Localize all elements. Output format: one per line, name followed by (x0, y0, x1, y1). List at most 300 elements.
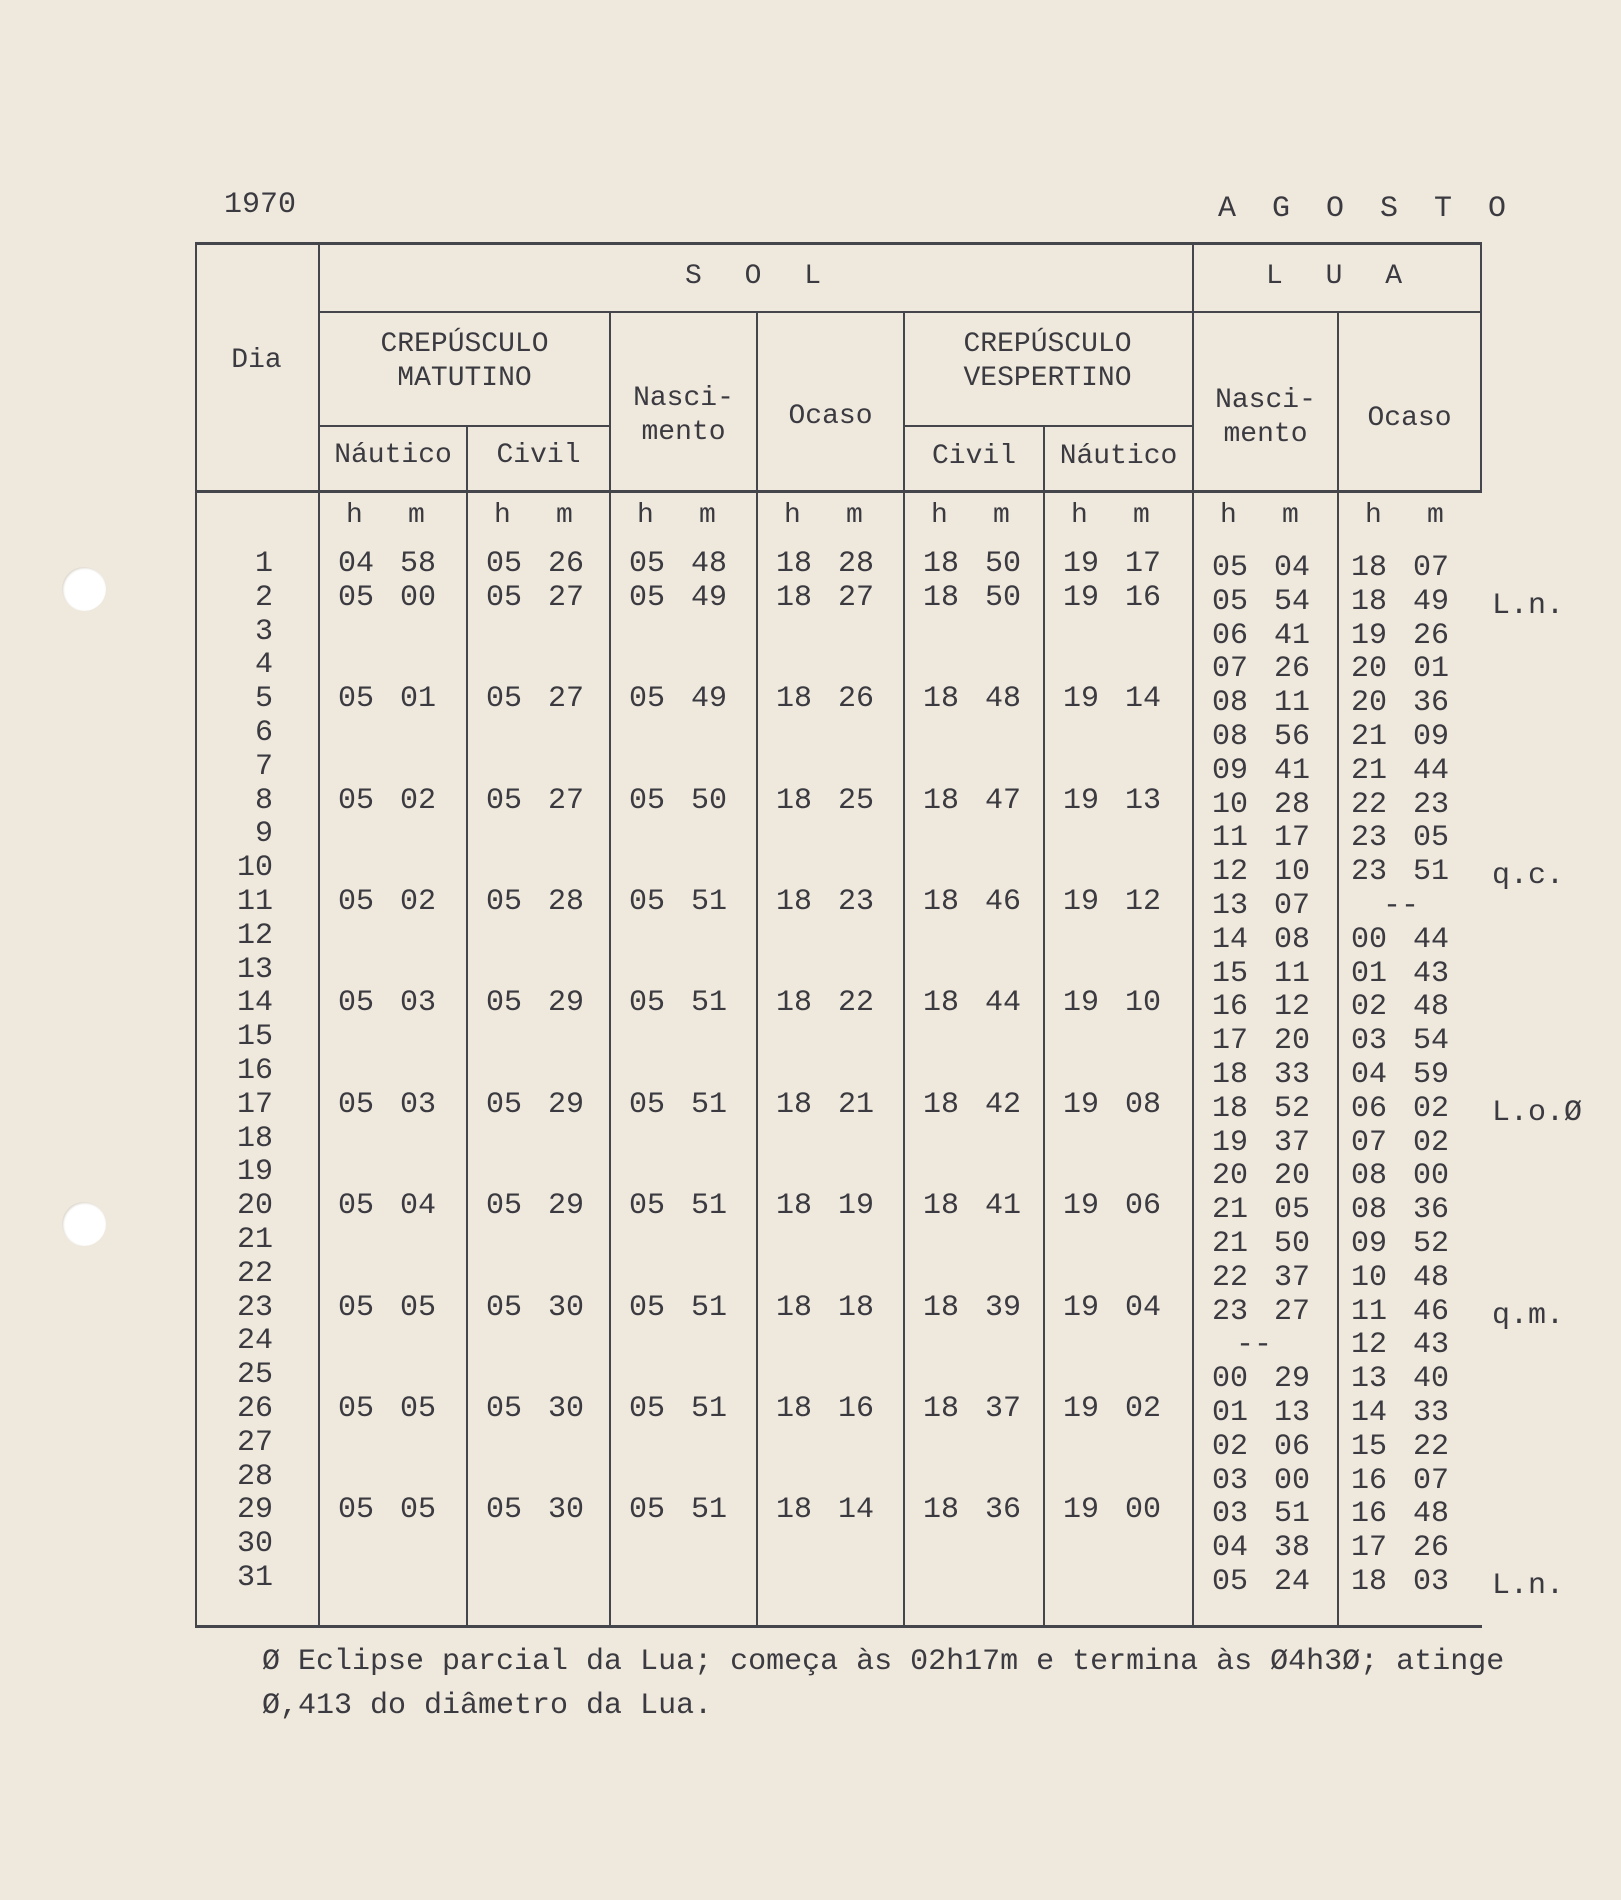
col-line (609, 311, 611, 1627)
sol-value-h: 19 (1063, 1392, 1100, 1426)
almanac-table (195, 242, 1583, 1627)
unit-m-label: m (699, 500, 716, 531)
lua-ocaso-h: 16 (1351, 1497, 1388, 1532)
sol-value-h: 05 (486, 783, 523, 818)
lua-ocaso-m: 36 (1413, 686, 1450, 721)
moon-phase-note: q.c. (1492, 859, 1565, 894)
sol-value-h: 05 (338, 1087, 375, 1122)
lua-nascimento-h: 02 (1212, 1429, 1249, 1464)
header-rule-crep-vesp (903, 425, 1192, 427)
day-number: 10 (236, 851, 273, 886)
col-line (466, 425, 468, 1627)
sol-value-h: 19 (1063, 783, 1100, 818)
sol-value-m: 13 (1125, 783, 1162, 818)
sol-value-h: 19 (1063, 682, 1100, 717)
lua-ocaso-m: 51 (1413, 855, 1450, 890)
sol-value-m: 58 (400, 547, 437, 581)
lua-ocaso-m: 02 (1413, 1125, 1450, 1160)
month-label: A G O S T O (1218, 192, 1511, 226)
sol-value-m: 37 (985, 1392, 1022, 1426)
lua-ocaso-h: 01 (1351, 956, 1388, 991)
sol-value-m: 30 (548, 1493, 585, 1528)
header-lua-nascimento (1194, 384, 1337, 452)
lua-nascimento-h: 20 (1212, 1159, 1249, 1194)
lua-nascimento-m: 37 (1274, 1125, 1311, 1160)
sol-value-m: 17 (1125, 547, 1162, 581)
lua-ocaso-h: 21 (1351, 753, 1388, 788)
sol-value-m: 21 (838, 1087, 875, 1122)
lua-ocaso-h: 20 (1351, 686, 1388, 721)
sol-value-h: 05 (629, 1493, 666, 1528)
day-number: 19 (236, 1155, 273, 1190)
lua-ocaso-m: 44 (1413, 753, 1450, 788)
sol-value-h: 18 (923, 783, 960, 818)
header-nautico-vesp: Náutico (1059, 441, 1178, 472)
sol-value-h: 18 (776, 547, 813, 581)
unit-m-label: m (1133, 500, 1150, 531)
lua-nascimento-m: 11 (1274, 686, 1311, 721)
lua-ocaso-h: 23 (1351, 855, 1388, 890)
lua-nascimento-m: 54 (1274, 584, 1311, 619)
unit-m-label: m (993, 500, 1010, 531)
sol-value-h: 05 (338, 986, 375, 1021)
lua-nascimento-h: 09 (1212, 753, 1249, 788)
lua-ocaso-h: 18 (1351, 1565, 1388, 1599)
sol-value-m: 49 (691, 580, 728, 615)
lua-nascimento-h: 12 (1212, 855, 1249, 890)
sol-value-h: 05 (629, 1189, 666, 1224)
day-number: 26 (236, 1392, 273, 1426)
header-nautico-mat: Náutico (334, 440, 452, 471)
lua-ocaso-h: 15 (1351, 1429, 1388, 1464)
day-number: 22 (236, 1256, 273, 1291)
sol-value-h: 18 (776, 986, 813, 1021)
header-dia: Dia (231, 345, 282, 376)
lua-ocaso-h: 07 (1351, 1125, 1388, 1160)
sol-value-m: 29 (548, 1087, 585, 1122)
lua-nascimento-m: 17 (1274, 821, 1311, 856)
sol-value-m: 19 (838, 1189, 875, 1224)
lua-nascimento-h: 18 (1212, 1058, 1249, 1092)
sol-value-m: 05 (400, 1290, 437, 1325)
sol-value-m: 30 (548, 1290, 585, 1325)
unit-h-label: h (346, 500, 363, 531)
sol-value-m: 50 (985, 580, 1022, 615)
lua-ocaso-m: 22 (1413, 1429, 1450, 1464)
sol-value-h: 05 (629, 580, 666, 615)
sol-value-h: 18 (923, 1087, 960, 1122)
header-crepusculo-matutino (320, 328, 609, 396)
sol-value-h: 05 (486, 986, 523, 1021)
lua-nascimento-m: 29 (1274, 1362, 1311, 1397)
sol-value-h: 18 (923, 986, 960, 1021)
lua-ocaso-h: 19 (1351, 618, 1388, 653)
sol-value-m: 51 (691, 1493, 728, 1528)
day-number: 4 (254, 648, 273, 683)
day-number: 16 (236, 1054, 273, 1088)
lua-nascimento-m: 06 (1274, 1429, 1311, 1464)
sol-value-m: 10 (1125, 986, 1162, 1021)
sol-value-m: 25 (838, 783, 875, 818)
lua-nascimento-h: 04 (1212, 1531, 1249, 1566)
lua-ocaso-m: 48 (1413, 1260, 1450, 1295)
header-rule-bottom (195, 490, 1482, 493)
sol-value-m: 51 (691, 1087, 728, 1122)
sol-value-m: 51 (691, 885, 728, 919)
day-number: 12 (236, 918, 273, 953)
lua-nascimento-h: 03 (1212, 1497, 1249, 1532)
sol-value-m: 51 (691, 1392, 728, 1426)
day-number: 6 (254, 716, 273, 750)
lua-nascimento-m: 20 (1274, 1159, 1311, 1194)
lua-nascimento-m: 41 (1274, 618, 1311, 653)
lua-ocaso-m: 01 (1413, 652, 1450, 687)
moon-phase-note: L.n. (1492, 588, 1565, 623)
lua-nascimento-m: 37 (1274, 1260, 1311, 1295)
sol-value-h: 05 (629, 783, 666, 818)
sol-value-m: 06 (1125, 1189, 1162, 1224)
punch-hole (62, 567, 106, 611)
sol-value-h: 19 (1063, 580, 1100, 615)
header-lua-nasc-line1: Nasci- (1215, 385, 1316, 416)
sol-value-h: 19 (1063, 885, 1100, 919)
unit-m-label: m (556, 500, 573, 531)
day-number: 7 (254, 749, 273, 784)
sol-value-h: 05 (338, 580, 375, 615)
sol-value-h: 19 (1063, 1189, 1100, 1224)
lua-ocaso-m: 02 (1413, 1091, 1450, 1126)
sol-value-m: 08 (1125, 1087, 1162, 1122)
lua-ocaso-h: 21 (1351, 720, 1388, 754)
sol-value-m: 02 (400, 885, 437, 919)
header-sol-nasc-line1: Nasci- (633, 383, 734, 414)
sol-value-h: 05 (486, 885, 523, 919)
sol-value-h: 05 (486, 1087, 523, 1122)
lua-ocaso-m: 40 (1413, 1362, 1450, 1397)
lua-nascimento-h: 14 (1212, 922, 1249, 957)
sol-value-h: 18 (923, 885, 960, 919)
lua-ocaso-h: 12 (1351, 1328, 1388, 1363)
sol-value-m: 42 (985, 1087, 1022, 1122)
sol-value-m: 26 (838, 682, 875, 717)
day-number: 21 (236, 1223, 273, 1257)
sol-value-h: 18 (923, 580, 960, 615)
sol-value-m: 23 (838, 885, 875, 919)
lua-nascimento-m: 10 (1274, 855, 1311, 890)
lua-nascimento-h: 05 (1212, 551, 1249, 585)
unit-h-label: h (494, 500, 511, 531)
year-label: 1970 (224, 188, 297, 222)
lua-nascimento-m: 38 (1274, 1531, 1311, 1566)
sol-value-h: 18 (776, 1392, 813, 1426)
sol-value-h: 05 (338, 682, 375, 717)
col-line (903, 311, 905, 1627)
footnote-line-2: Ø,413 do diâmetro da Lua. (262, 1689, 713, 1723)
day-number: 8 (254, 783, 273, 818)
sol-value-m: 22 (838, 986, 875, 1021)
sol-value-h: 05 (486, 1189, 523, 1224)
lua-ocaso-h: 04 (1351, 1058, 1388, 1092)
lua-nascimento-h: 13 (1212, 889, 1249, 923)
sol-value-h: 18 (776, 783, 813, 818)
header-sol-ocaso: Ocaso (788, 401, 873, 432)
unit-h-label: h (1220, 500, 1237, 531)
sol-value-m: 03 (400, 986, 437, 1021)
lua-ocaso-m: 07 (1413, 1463, 1450, 1498)
sol-value-h: 18 (923, 547, 960, 581)
lua-nascimento-m: 00 (1274, 1463, 1311, 1498)
sol-value-h: 19 (1063, 1290, 1100, 1325)
lua-nascimento-h: 08 (1212, 720, 1249, 754)
day-number: 30 (236, 1527, 273, 1562)
lua-ocaso-m: 09 (1413, 720, 1450, 754)
header-crep-mat-line1: CREPÚSCULO (380, 329, 549, 360)
lua-nascimento-none: -- (1236, 1328, 1273, 1363)
lua-nascimento-m: 56 (1274, 720, 1311, 754)
lua-nascimento-m: 50 (1274, 1227, 1311, 1261)
table-border-right (1480, 242, 1482, 492)
lua-nascimento-m: 26 (1274, 652, 1311, 687)
sol-value-m: 04 (1125, 1290, 1162, 1325)
sol-value-m: 49 (691, 682, 728, 717)
sol-value-m: 04 (400, 1189, 437, 1224)
sol-value-h: 18 (923, 1493, 960, 1528)
lua-ocaso-h: 16 (1351, 1463, 1388, 1498)
lua-ocaso-h: 22 (1351, 787, 1388, 822)
footnote (262, 1640, 1562, 1728)
lua-nascimento-h: 21 (1212, 1193, 1249, 1228)
header-sol-nascimento (611, 382, 756, 450)
moon-phase-note: L.o.Ø (1492, 1095, 1583, 1130)
sol-value-h: 18 (776, 1493, 813, 1528)
sol-value-h: 05 (629, 1392, 666, 1426)
sol-value-m: 39 (985, 1290, 1022, 1325)
lua-nascimento-h: 16 (1212, 990, 1249, 1025)
sol-value-m: 00 (400, 580, 437, 615)
sol-value-m: 30 (548, 1392, 585, 1426)
sol-value-m: 29 (548, 1189, 585, 1224)
lua-ocaso-m: 48 (1413, 990, 1450, 1025)
day-number: 1 (254, 547, 273, 581)
sol-value-h: 05 (338, 1290, 375, 1325)
lua-ocaso-m: 33 (1413, 1396, 1450, 1430)
header-rule-sol-lua (320, 311, 1482, 313)
sol-value-m: 44 (985, 986, 1022, 1021)
lua-ocaso-h: 13 (1351, 1362, 1388, 1397)
sol-value-h: 19 (1063, 1493, 1100, 1528)
lua-ocaso-m: 59 (1413, 1058, 1450, 1092)
lua-nascimento-m: 13 (1274, 1396, 1311, 1430)
lua-ocaso-h: 09 (1351, 1227, 1388, 1261)
day-number: 5 (254, 682, 273, 717)
sol-value-h: 05 (338, 1392, 375, 1426)
day-number: 18 (236, 1121, 273, 1156)
unit-m-label: m (1282, 500, 1299, 531)
day-number: 31 (236, 1561, 273, 1595)
lua-nascimento-h: 05 (1212, 584, 1249, 619)
sol-value-h: 05 (486, 1493, 523, 1528)
sol-value-h: 05 (486, 682, 523, 717)
sol-value-m: 12 (1125, 885, 1162, 919)
unit-m-label: m (846, 500, 863, 531)
sol-value-h: 05 (629, 547, 666, 581)
sol-value-h: 05 (486, 1290, 523, 1325)
day-number: 17 (236, 1087, 273, 1122)
lua-nascimento-h: 23 (1212, 1294, 1249, 1329)
lua-nascimento-m: 51 (1274, 1497, 1311, 1532)
sol-value-m: 16 (838, 1392, 875, 1426)
sol-value-h: 18 (923, 1392, 960, 1426)
lua-ocaso-h: 06 (1351, 1091, 1388, 1126)
sol-value-h: 19 (1063, 547, 1100, 581)
header-crep-vesp-line2: VESPERTINO (963, 363, 1132, 394)
day-number: 15 (236, 1020, 273, 1055)
sol-value-h: 18 (776, 1087, 813, 1122)
col-line (756, 311, 758, 1627)
lua-nascimento-h: 03 (1212, 1463, 1249, 1498)
sol-value-h: 05 (629, 986, 666, 1021)
lua-nascimento-h: 08 (1212, 686, 1249, 721)
header-lua-ocaso: Ocaso (1367, 403, 1452, 434)
sol-value-h: 05 (338, 1493, 375, 1528)
unit-m-label: m (1427, 500, 1444, 531)
lua-nascimento-m: 07 (1274, 889, 1311, 923)
sol-value-h: 05 (486, 547, 523, 581)
lua-ocaso-h: 17 (1351, 1531, 1388, 1566)
lua-nascimento-m: 08 (1274, 922, 1311, 957)
header-crep-mat-line2: MATUTINO (397, 363, 532, 394)
sol-value-m: 27 (838, 580, 875, 615)
lua-ocaso-m: 26 (1413, 618, 1450, 653)
lua-nascimento-h: 10 (1212, 787, 1249, 822)
sol-value-m: 51 (691, 986, 728, 1021)
sol-value-m: 02 (1125, 1392, 1162, 1426)
unit-h-label: h (784, 500, 801, 531)
header-sol-nasc-line2: mento (641, 417, 726, 448)
lua-nascimento-h: 19 (1212, 1125, 1249, 1160)
lua-ocaso-m: 43 (1413, 956, 1450, 991)
footnote-line-1: Ø Eclipse parcial da Lua; começa às 02h17m e termina às Ø4h3Ø; atinge (262, 1645, 1505, 1679)
lua-nascimento-h: 00 (1212, 1362, 1249, 1397)
unit-h-label: h (931, 500, 948, 531)
day-number: 23 (236, 1290, 273, 1325)
sol-value-m: 41 (985, 1189, 1022, 1224)
punch-hole (62, 1202, 106, 1246)
lua-ocaso-none: -- (1383, 889, 1420, 923)
lua-ocaso-h: 14 (1351, 1396, 1388, 1430)
lua-ocaso-m: 43 (1413, 1328, 1450, 1363)
day-number: 20 (236, 1189, 273, 1224)
sol-value-h: 04 (338, 547, 375, 581)
sol-value-m: 48 (691, 547, 728, 581)
sol-value-m: 05 (400, 1392, 437, 1426)
sol-value-h: 18 (776, 1290, 813, 1325)
sol-value-h: 05 (338, 1189, 375, 1224)
lua-nascimento-m: 27 (1274, 1294, 1311, 1329)
lua-nascimento-h: 15 (1212, 956, 1249, 991)
lua-ocaso-h: 08 (1351, 1159, 1388, 1194)
lua-ocaso-h: 23 (1351, 821, 1388, 856)
day-number: 9 (254, 817, 273, 852)
sol-value-m: 50 (691, 783, 728, 818)
day-number: 27 (236, 1425, 273, 1460)
lua-nascimento-h: 05 (1212, 1565, 1249, 1599)
sol-value-h: 18 (776, 682, 813, 717)
sol-value-h: 05 (629, 682, 666, 717)
sol-value-h: 18 (923, 682, 960, 717)
sol-value-h: 18 (776, 580, 813, 615)
lua-ocaso-h: 18 (1351, 551, 1388, 585)
sol-value-m: 48 (985, 682, 1022, 717)
sol-value-m: 14 (838, 1493, 875, 1528)
lua-ocaso-m: 44 (1413, 922, 1450, 957)
day-number: 24 (236, 1324, 273, 1359)
sol-value-h: 05 (486, 1392, 523, 1426)
lua-ocaso-h: 20 (1351, 652, 1388, 687)
sol-value-m: 27 (548, 783, 585, 818)
sol-value-h: 19 (1063, 1087, 1100, 1122)
day-number: 29 (236, 1493, 273, 1528)
unit-h-label: h (637, 500, 654, 531)
lua-nascimento-m: 33 (1274, 1058, 1311, 1092)
sol-value-m: 27 (548, 580, 585, 615)
day-number: 3 (254, 614, 273, 649)
moon-phase-note: L.n. (1492, 1569, 1565, 1603)
lua-ocaso-m: 00 (1413, 1159, 1450, 1194)
sol-value-m: 47 (985, 783, 1022, 818)
header-rule-crep-mat (320, 425, 609, 427)
sol-value-m: 03 (400, 1087, 437, 1122)
sol-value-m: 16 (1125, 580, 1162, 615)
sol-value-m: 50 (985, 547, 1022, 581)
lua-nascimento-h: 07 (1212, 652, 1249, 687)
lua-nascimento-h: 22 (1212, 1260, 1249, 1295)
lua-ocaso-m: 36 (1413, 1193, 1450, 1228)
sol-value-m: 51 (691, 1189, 728, 1224)
sol-value-h: 05 (629, 885, 666, 919)
lua-ocaso-h: 02 (1351, 990, 1388, 1025)
day-number: 2 (254, 580, 273, 615)
lua-ocaso-h: 11 (1351, 1294, 1388, 1329)
lua-nascimento-m: 28 (1274, 787, 1311, 822)
lua-nascimento-m: 41 (1274, 753, 1311, 788)
sol-value-m: 14 (1125, 682, 1162, 717)
sol-value-m: 26 (548, 547, 585, 581)
sol-value-h: 05 (338, 885, 375, 919)
day-number: 25 (236, 1358, 273, 1393)
lua-nascimento-m: 11 (1274, 956, 1311, 991)
col-line (1043, 425, 1045, 1627)
lua-ocaso-m: 48 (1413, 1497, 1450, 1532)
lua-ocaso-h: 00 (1351, 922, 1388, 957)
sol-value-m: 27 (548, 682, 585, 717)
sol-value-m: 36 (985, 1493, 1022, 1528)
col-line (1337, 311, 1339, 1627)
lua-ocaso-m: 05 (1413, 821, 1450, 856)
sol-value-h: 19 (1063, 986, 1100, 1021)
header-sol: S O L (684, 261, 827, 292)
lua-ocaso-h: 18 (1351, 584, 1388, 619)
unit-h-label: h (1071, 500, 1088, 531)
sol-value-h: 05 (338, 783, 375, 818)
header-crep-vesp-line1: CREPÚSCULO (963, 329, 1132, 360)
lua-ocaso-m: 07 (1413, 551, 1450, 585)
sol-value-m: 02 (400, 783, 437, 818)
header-civil-vesp: Civil (931, 441, 1016, 472)
lua-nascimento-h: 17 (1212, 1024, 1249, 1059)
sol-value-h: 05 (629, 1290, 666, 1325)
lua-nascimento-m: 04 (1274, 551, 1311, 585)
